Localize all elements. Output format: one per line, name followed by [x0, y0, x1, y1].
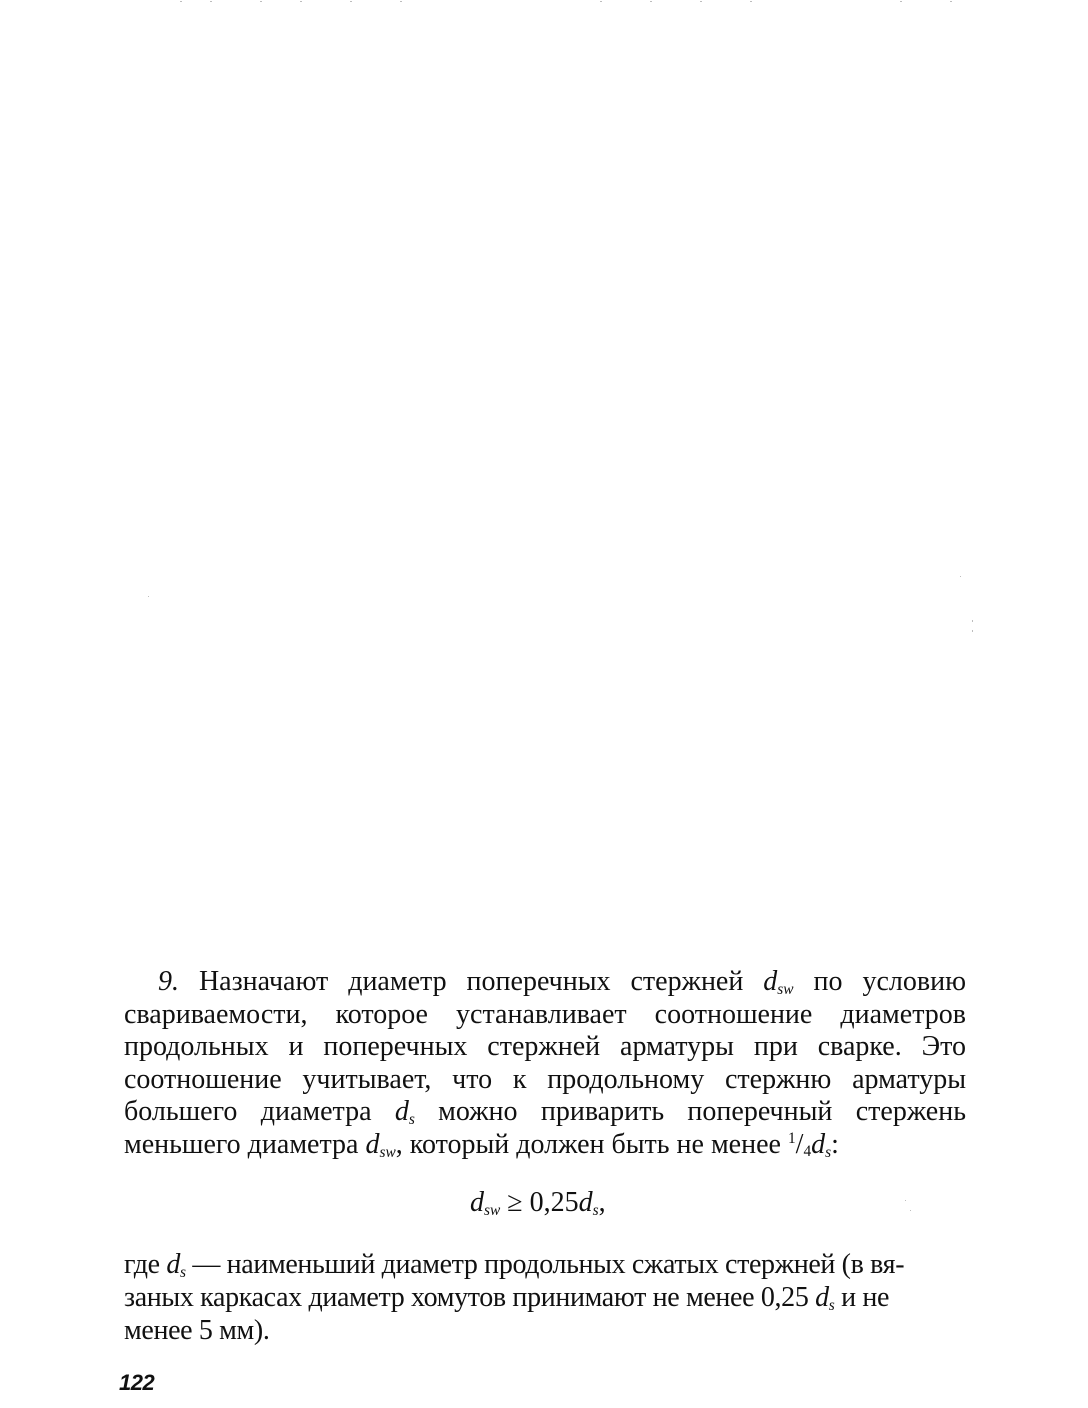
paragraph-line-4: соотношение учитывает, что к продольному стержню арматуры	[124, 1063, 966, 1095]
explanation-line-3: менее 5 мм).	[124, 1315, 270, 1346]
symbol-d-s: $d_s$	[394, 1096, 415, 1128]
paragraph-line-6: меньшего диаметра $d_{sw}$, который должен быть не менее $^1/4d_s$:	[124, 1128, 839, 1161]
symbol-d-s: $d_s$	[166, 1249, 186, 1281]
symbol-d-sw: $d_{sw}$	[763, 966, 794, 998]
paragraph-line-2: свариваемости, которое устанавливает соотношение диаметров	[124, 998, 966, 1030]
paragraph-9	[124, 966, 966, 1161]
formula-explanation	[124, 1248, 966, 1347]
fraction-one-quarter: $^1$/4	[787, 1128, 812, 1160]
symbol-d-s: $d_s$	[815, 1282, 835, 1314]
paragraph-line-5: большего диаметра $d_s$ можно приварить поперечный стержень	[124, 1096, 966, 1128]
formula-symbol-d-sw: $d_{sw}$	[470, 1187, 501, 1219]
item-number: 9.	[158, 966, 179, 997]
explanation-line-2: заных каркасах диаметр хомутов принимают не менее 0,25 $d_s$ и не	[124, 1282, 890, 1314]
formula-dsw-ge-quarter-ds: $d_{sw} \ge 0,25d_s$,	[470, 1187, 606, 1219]
formula-symbol-d-s: $d_s$	[578, 1187, 599, 1219]
page-number: 122	[119, 1370, 155, 1395]
paragraph-line-3: продольных и поперечных стержней арматуры при сварке. Это	[124, 1031, 966, 1062]
explanation-line-1: где $d_s$ — наименьший диаметр продольных сжатых стержней (в вя-	[124, 1249, 905, 1281]
paragraph-line-1: 9. Назначают диаметр поперечных стержней $d_{sw}$ по условию	[158, 966, 966, 998]
symbol-d-sw: $d_{sw}$	[365, 1128, 396, 1161]
symbol-d-s: $d_s$	[811, 1128, 832, 1161]
